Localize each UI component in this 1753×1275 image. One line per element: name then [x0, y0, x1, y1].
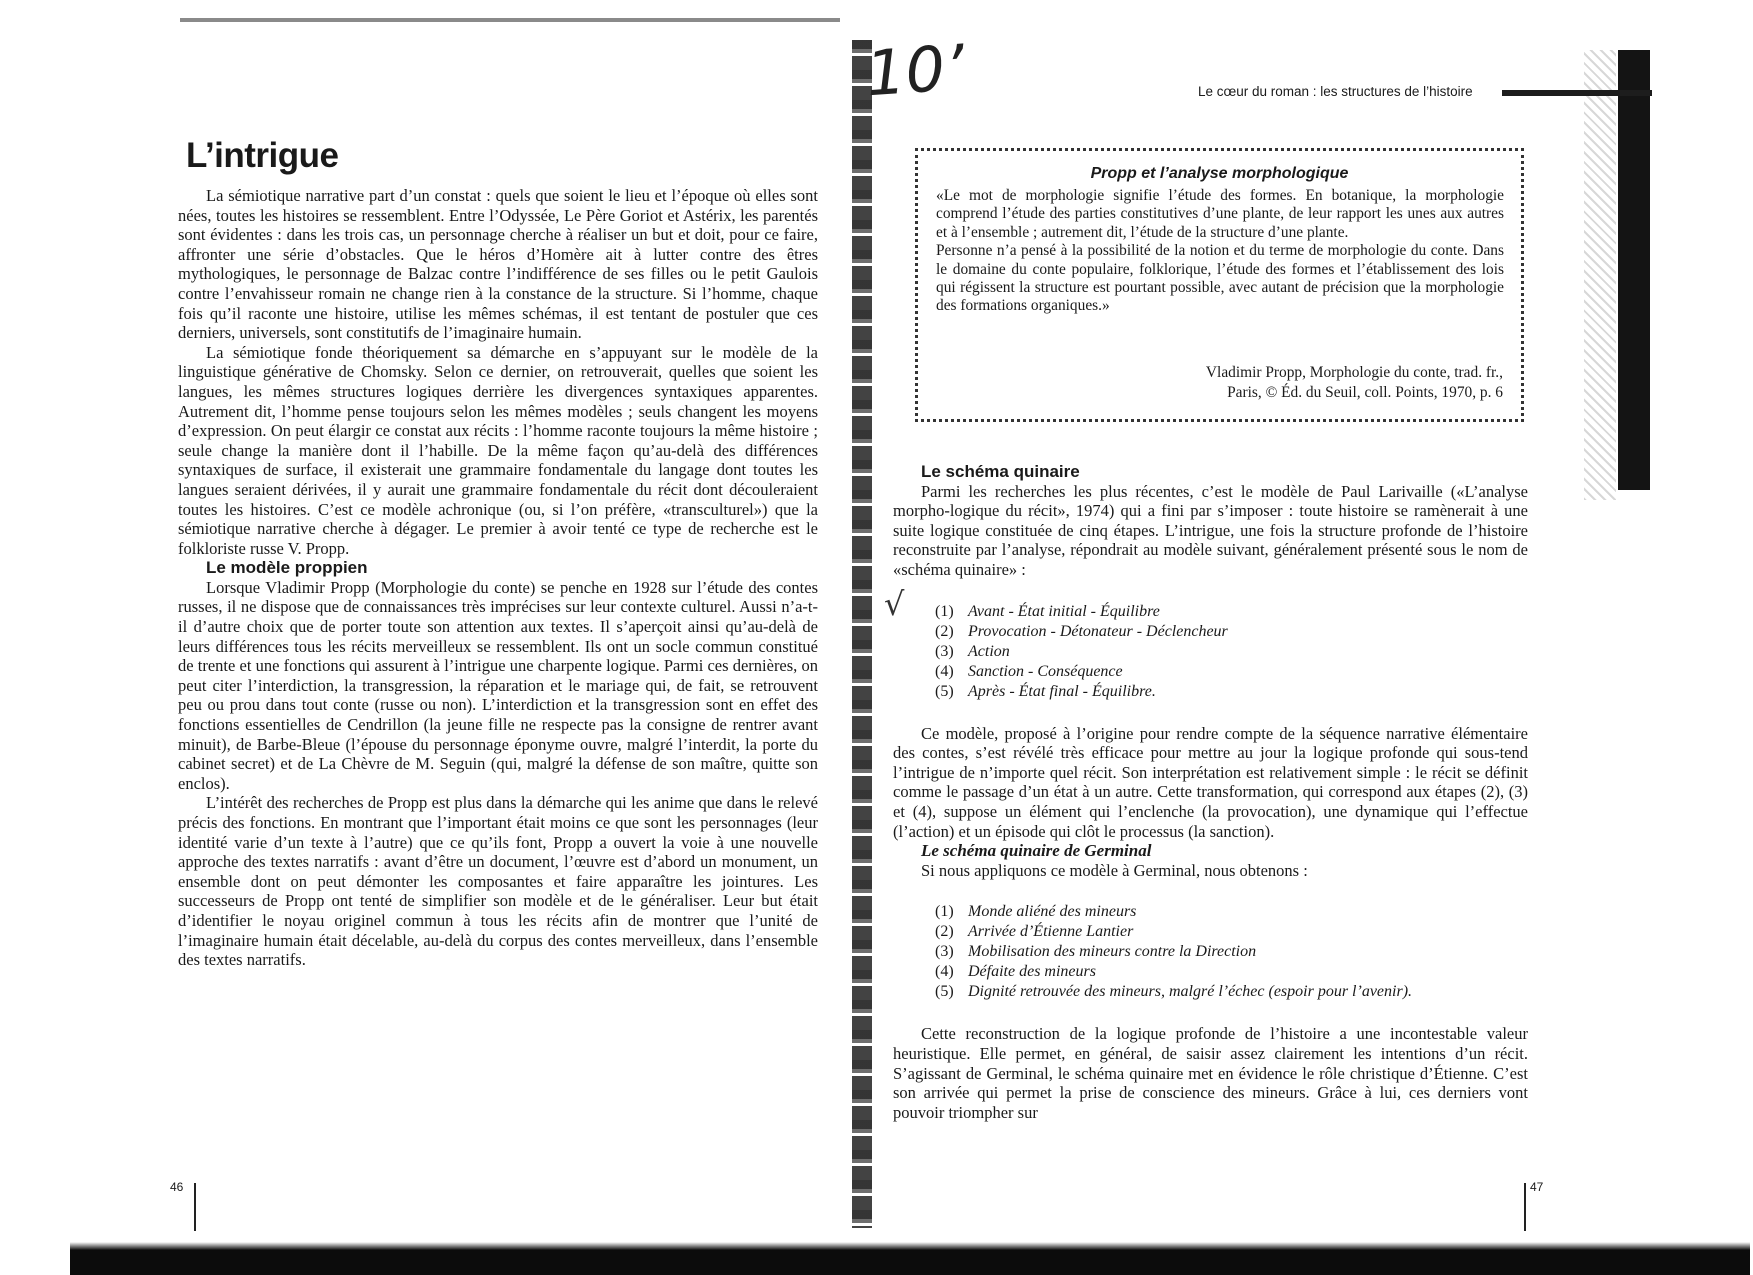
list-item: (3) Action [935, 642, 1010, 660]
left-body [178, 186, 818, 970]
germinal-steps-list [935, 902, 1528, 1002]
section-title-propp: Le modèle proppien [206, 558, 368, 578]
germinal-intro: Si nous appliquons ce modèle à Germinal, nous obtenons : [921, 860, 1308, 880]
margin-checkmark: √ [884, 585, 905, 623]
list-item: (2) Arrivée d’Étienne Lantier [935, 923, 1134, 941]
quote-source-line: Paris, © Éd. du Seuil, coll. Points, 1970, p. 6 [1227, 384, 1503, 401]
quote-source [1206, 363, 1503, 403]
running-header: Le cœur du roman : les structures de l’histoire [1198, 84, 1473, 99]
quote-box [915, 148, 1524, 422]
handwritten-note: 10’ [863, 30, 968, 111]
section-title-quinary: Le schéma quinaire [921, 462, 1080, 481]
quote-source-line: Vladimir Propp, Morphologie du conte, trad. fr., [1205, 364, 1503, 381]
germinal-subtitle: Le schéma quinaire de Germinal [921, 841, 1152, 861]
page-number-right: 47 [1530, 1180, 1544, 1194]
section-paragraph: L’intérêt des recherches de Propp est plus dans la démarche qui les anime que dans le relevé précis des fonctions. En montrant que l’important était moins ce que sont les personnages (leur identité varie d’un texte à l’autre) que ce qu’ils font, Propp a ouvert la voie à une nouvelle approche des textes narratifs : avant d’être un document, l’œuvre est d’abord un monument, un ensemble dont on peut démonter les composantes et faire apparaître les jointures. Les successeurs de Propp ont tenté de simplifier son modèle et de le généraliser. Leur but était d’identifier le noyau originel commun à tous les récits afin de montrer que l’unité de l’imaginaire humain était décelable, au-delà du corpus des contes merveilleux, dans l’ensemble des textes narratifs. [178, 793, 818, 970]
list-item: (4) Sanction - Conséquence [935, 662, 1123, 680]
section-paragraph: Lorsque Vladimir Propp (Morphologie du conte) se penche en 1928 sur l’étude des contes russes, il ne dispose que de connaissances très imprécises sur leur contexte culturel. Aussi n’a-t-il d’autre choix que de porter toute son attention aux textes. Il s’aperçoit ainsi qu’au-delà de leurs différences tous les récits merveilleux se ressemblent. Ils ont un socle commun constitué de trente et une fonctions qui assurent à l’intrigue une charpente logique. Parmi ces dernières, on peut citer l’interdiction, la transgression, la réparation et le mariage qui, de fait, se retrouvent peu ou prou dans tout conte (russe ou non). L’interdiction et la transgression sont en effet des fonctions essentielles de Cendrillon (la jeune fille ne respecte pas la consigne de rentrer avant minuit), de Barbe-Bleue (l’épouse du personnage éponyme ouvre, malgré l’interdit, la porte du cabinet secret) et de La Chèvre de M. Seguin (qui, malgré la défense de son maître, quitte son enclos). [178, 577, 818, 793]
page-number-rule-left [194, 1183, 196, 1231]
list-item: (5) Dignité retrouvée des mineurs, malgré l’échec (espoir pour l’avenir). [935, 983, 1413, 1001]
scan-bottom-edge [70, 1228, 1750, 1275]
book-spine-shadow [852, 40, 872, 1240]
quinary-steps-list [935, 602, 1528, 702]
header-rule [1502, 90, 1652, 96]
quote-paragraph: «Le mot de morphologie signifie l’étude des formes. En botanique, la morphologie comprend l’étude des parties constitutives d’une plante, de leur rapport les unes aux autres et à l’ensemble ; autrement dit, l’étude de la structure d’une plante. [936, 187, 1504, 241]
closing-paragraph: Cette reconstruction de la logique profonde de l’histoire a une incontestable valeur heuristique. Elle permet, en général, de saisir assez clairement les intentions d’un récit. S’agissant de Germinal, le schéma quinaire met en évidence le rôle christique d’Étienne. C’est son arrivée qui permet la prise de conscience des mineurs. Grâce à lui, ces derniers vont pouvoir triompher sur [893, 1024, 1528, 1122]
model-paragraph: Ce modèle, proposé à l’origine pour rendre compte de la séquence narrative élémentaire des contes, s’est révélé très efficace pour mettre au jour la logique profonde qui sous-tend l’intrigue de n’importe quel récit. Son interprétation est relativement simple : le récit se définit comme le passage d’un état à un autre. Cette transformation, qui correspond aux étapes (2), (3) et (4), suppose un élément qui l’enclenche (la provocation), une dynamique qui l’effectue (l’action) et un épisode qui clôt le processus (la sanction). [893, 723, 1528, 841]
right-body [893, 462, 1528, 1122]
intro-paragraph: La sémiotique fonde théoriquement sa démarche en s’appuyant sur le modèle de la linguistique générative de Chomsky. Selon ce dernier, on retrouverait, quelles que soient les langues, les mêmes structures logiques derrière les divergences syntaxiques apparentes. Autrement dit, l’homme pense toujours selon les mêmes modèles ; seuls changent les moyens d’expression. On peut élargir ce constat aux récits : l’homme raconte toujours la même histoire ; seule change la manière dont il l’habille. De la même façon qu’au-delà des différences syntaxiques de surface, il existerait une grammaire fondamentale du langage dont toutes les langues seraient dérivées, il y aurait une grammaire fondamentale du récit dont découleraient toutes les histoires. C’est ce modèle achronique (ou, si l’on préfère, «transculturel») que la sémiotique narrative cherche à dégager. Le premier à avoir tenté ce type de recherche est le folkloriste russe V. Propp. [178, 342, 818, 558]
quote-box-title: Propp et l’analyse morphologique [1090, 165, 1349, 182]
intro-paragraph: La sémiotique narrative part d’un constat : quels que soient le lieu et l’époque où elles sont nées, toutes les histoires se ressemblent. Entre l’Odyssée, Le Père Goriot et Astérix, les parentés sont évidentes : dans les trois cas, un personnage cherche à réaliser un but et doit, pour ce faire, affronter une série d’obstacles. Que le héros d’Homère ait à lutter contre des êtres mythologiques, le personnage de Balzac contre l’indifférence de ses filles ou le petit Gaulois contre l’envahisseur romain ne change rien à la constance de la structure. Si l’homme, chaque fois qu’il raconte une histoire, utilise les mêmes schémas, il est tentant de postuler que ces derniers, universels, sont constitutifs de l’imaginaire humain. [178, 186, 818, 343]
scan-top-edge [180, 18, 840, 22]
list-item: (5) Après - État final - Équilibre. [935, 682, 1156, 700]
scan-edge-right [1618, 50, 1650, 490]
page-number-left: 46 [170, 1180, 184, 1194]
list-item: (4) Défaite des mineurs [935, 963, 1096, 981]
quinary-intro: Parmi les recherches les plus récentes, c’est le modèle de Paul Larivaille («L’analyse morpho-logique du récit», 1974) qui a fini par s’imposer : toute histoire se ramènerait à une suite logique constituée de cinq étapes. L’intrigue, une fois la structure profonde de l’histoire reconstruite par l’analyse, répondrait au modèle suivant, généralement présenté sous le nom de «schéma quinaire» : [893, 481, 1528, 579]
quote-box-text [936, 187, 1504, 316]
quote-paragraph: Personne n’a pensé à la possibilité de la notion et du terme de morphologie du conte. Dans le domaine du conte populaire, folklorique, l’étude des formes et l’établissement des lois qui régissent la structure est pourtant possible, avec autant de précision que la morphologie des formations organiques.» [936, 242, 1504, 315]
list-item: (1) Monde aliéné des mineurs [935, 903, 1137, 921]
page-number-rule-right [1524, 1183, 1526, 1231]
list-item: (3) Mobilisation des mineurs contre la Direction [935, 943, 1257, 961]
scan-noise-right [1584, 50, 1616, 500]
list-item: (1) Avant - État initial - Équilibre [935, 602, 1160, 620]
list-item: (2) Provocation - Détonateur - Déclencheur [935, 622, 1228, 640]
chapter-title: L’intrigue [186, 136, 339, 175]
